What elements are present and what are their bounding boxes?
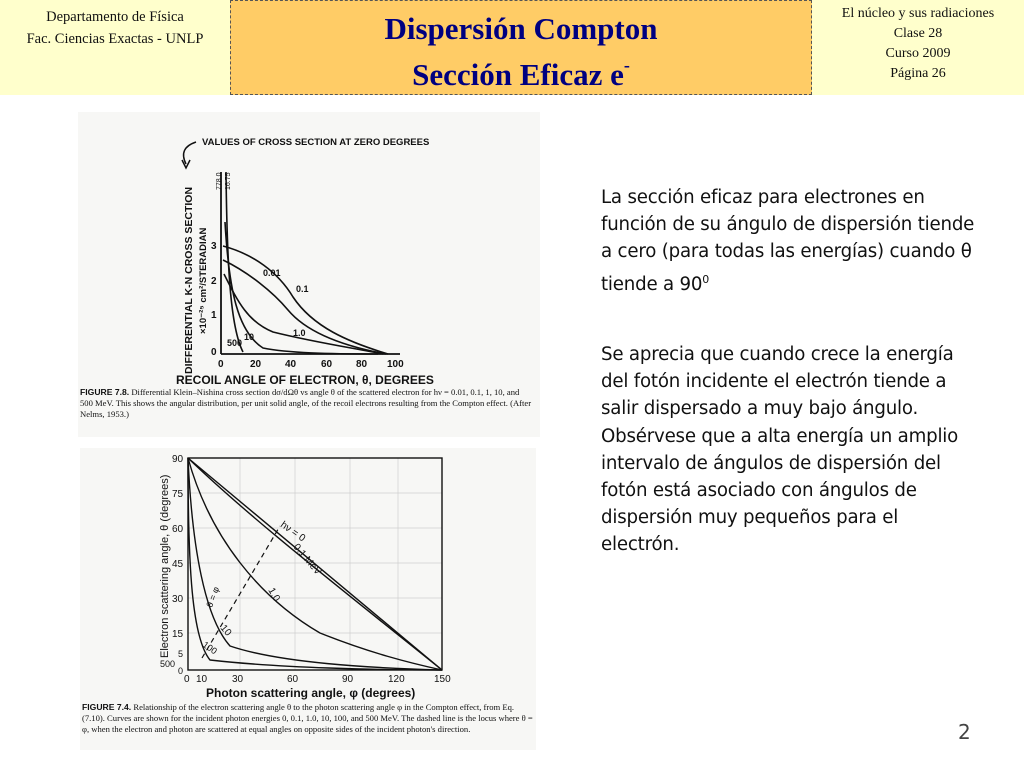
page-number: 2 (958, 720, 971, 744)
faculty-label: Fac. Ciencias Exactas - UNLP (26, 31, 204, 47)
fig1-xtick: 80 (356, 359, 368, 370)
paragraph-cross-section: La sección eficaz para electrones en función de su ángulo de dispersión tiende a cero (para todas las energías) cuando θ tiende a $90^0$ (601, 187, 975, 295)
page-title: Dispersión Compton (384, 11, 658, 46)
fig2-xtick: 10 (196, 674, 208, 685)
fig1-xtick: 40 (285, 359, 297, 370)
fig2-ylabel: Electron scattering angle, θ (degrees) (159, 474, 171, 658)
fig2-ytick: 5 (178, 649, 184, 659)
fig1-ytick: 0 (211, 347, 217, 358)
fig2-xtick: 150 (434, 674, 451, 685)
page-subtitle: Sección Eficaz e- (412, 55, 630, 92)
fig1-value-label: 778.0 (216, 172, 223, 190)
header-right-panel (812, 0, 1024, 95)
fig1-ytick: 3 (211, 241, 217, 252)
fig1-ytick: 2 (211, 276, 217, 287)
fig1-xtick: 100 (387, 359, 404, 370)
fig1-ylabel: DIFFERENTIAL K-N CROSS SECTION (183, 186, 195, 374)
fig1-curve-label: 1.0 (293, 328, 306, 338)
fig2-xlabel: Photon scattering angle, φ (degrees) (206, 686, 416, 700)
fig1-curve-label: 500 (227, 338, 243, 348)
fig2-ytick: 0 (178, 666, 184, 676)
fig1-top-label: VALUES OF CROSS SECTION AT ZERO DEGREES (202, 137, 430, 148)
fig2-ytick: 90 (172, 454, 184, 465)
fig2-ytick: 30 (172, 594, 184, 605)
department-label: Departamento de Física (46, 9, 184, 25)
fig2-ytick: 15 (172, 629, 184, 640)
fig2-ytick: 75 (172, 489, 184, 500)
fig1-curve-500 (226, 172, 243, 352)
course-year: Curso 2009 (885, 46, 951, 61)
fig2-xtick: 60 (287, 674, 299, 685)
fig1-ytick: 1 (211, 310, 217, 321)
fig2-curve-label: hν = 0 (278, 519, 308, 545)
fig1-xtick: 60 (321, 359, 333, 370)
fig1-value-label: 16.75 (225, 172, 232, 190)
fig2-xtick: 30 (232, 674, 244, 685)
fig2-xtick: 120 (388, 674, 405, 685)
course-name: El núcleo y sus radiaciones (841, 6, 995, 21)
fig1-ylabel-units: ×10⁻²⁵ cm²/STERADIAN (198, 227, 209, 334)
fig1-xlabel: RECOIL ANGLE OF ELECTRON, θ, DEGREES (176, 373, 434, 387)
class-number: Clase 28 (893, 26, 943, 41)
fig1-caption: FIGURE 7.8. Differential Klein–Nishina cross section dσ/dΩθ vs angle θ of the scattered electron for hν = 0.01, 0.1, 1, 10, and 500 MeV. This shows the angular distribution, per unit solid angle, of the recoil electrons resulting from the Compton effect. (After Nelms, 1953.) (80, 387, 532, 419)
fig2-dashed-label: θ = φ (204, 585, 222, 609)
figure-electron-photon-angle (80, 448, 536, 750)
fig1-curve-label: 0.01 (263, 268, 281, 278)
fig1-curve-label: 10 (244, 332, 255, 342)
fig1-xtick: 20 (250, 359, 262, 370)
fig1-curve-label: 0.1 (296, 284, 309, 294)
fig2-caption: FIGURE 7.4. Relationship of the electron scattering angle θ to the photon scattering angle φ in the Compton effect, from Eq. (7.10). Curves are shown for the incident photon energies 0, 0.1, 1.0, 10, 100, and 500 MeV. The dashed line is the locus where θ = φ, when the electron and photon are scattered at equal angles on opposite sides of the incident photon's direction. (82, 702, 533, 734)
header-left-panel (0, 0, 230, 95)
paragraph-energy-dependence: Se aprecia que cuando crece la energía del fotón incidente el electrón tiende a salir dispersado a muy bajo ángulo. Obsérvese que a alta energía un amplio intervalo de ángulos de dispersión del fotón está asociado con ángulos de dispersión muy pequeños para el electrón. (601, 344, 959, 556)
fig1-xtick: 0 (218, 359, 224, 370)
fig2-curve-label: 1.0 (265, 586, 282, 604)
fig2-xtick: 0 (184, 674, 190, 685)
fig2-ytick-extra: 500 (160, 659, 176, 669)
figure-klein-nishina (78, 112, 540, 437)
fig2-xtick: 90 (342, 674, 354, 685)
fig2-curve-label: 10 (217, 622, 234, 639)
page-label: Página 26 (890, 66, 946, 81)
fig2-ytick: 60 (172, 524, 184, 535)
fig2-ytick: 45 (172, 559, 184, 570)
fig2-curve-label: 100 (200, 639, 219, 657)
fig2-curve-label: 0.1 MeV (290, 541, 324, 578)
title-panel (230, 0, 812, 95)
